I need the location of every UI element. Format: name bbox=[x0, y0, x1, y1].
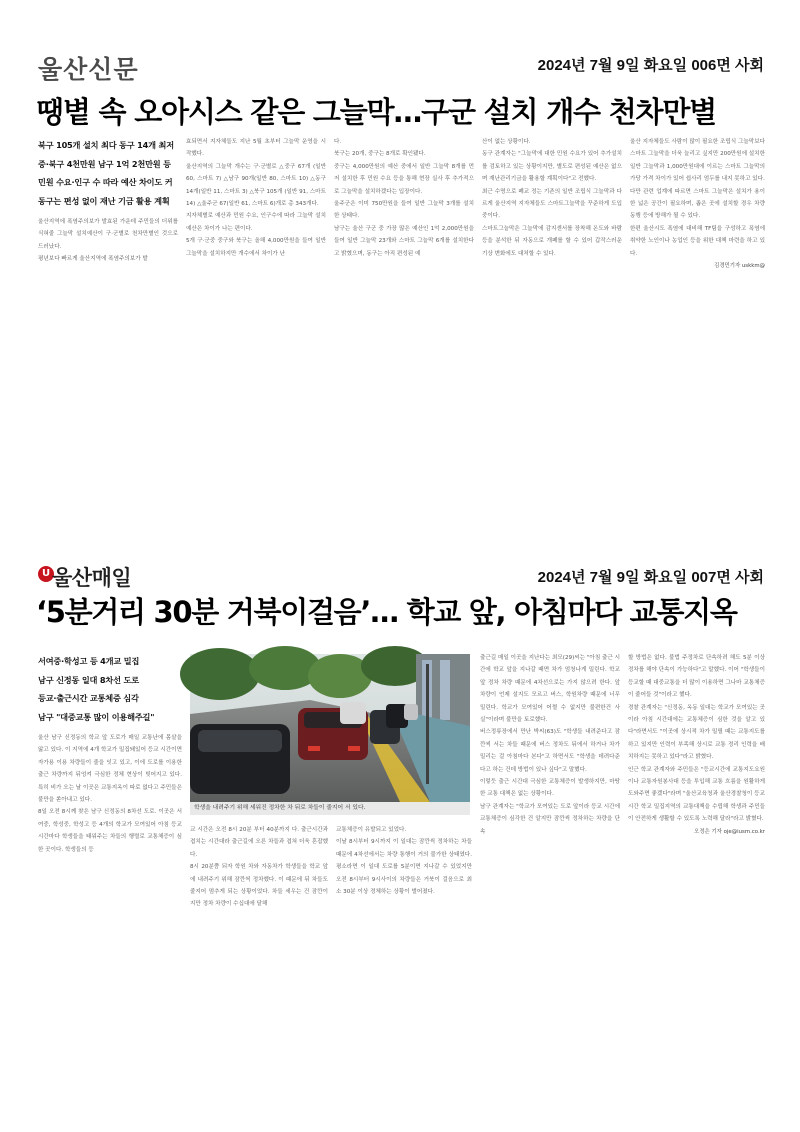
paragraph: 버스정류장에서 만난 박씨(63)도 "학생들 내려준다고 잠깐씩 서는 차들 때문에 버스 정차도 뒤에서 하거나 차가 밀리는 걸 아침마다 본다"고 하면서도 "학생을 데려다준다고 하는 건데 방법이 있나 싶다"고 말했다. bbox=[480, 729, 620, 773]
paragraph: 남구 관계자는 "학교가 모여있는 도로 앞이라 등교 시간에 교통체증이 심각한 건 알지만 잠깐씩 정차하는 차량을 단속 bbox=[480, 803, 620, 835]
column-4 bbox=[482, 136, 622, 260]
paragraph: 스마트그늘막은 그늘막에 감지센서를 장착해 온도와 바람 등을 분석한 뒤 자동으로 개폐를 할 수 있어 갑작스러운 기상 변화에도 대처할 수 있다. bbox=[482, 225, 622, 257]
paragraph: 효되면서 지자체들도 지난 5월 초부터 그늘막 운영을 시작했다. bbox=[186, 139, 326, 158]
column-3 bbox=[334, 136, 474, 260]
column-5 bbox=[630, 136, 765, 272]
paragraph: 울산 지자체들도 사람이 많이 필요한 조립식 그늘막보다 스마트 그늘막을 더욱 늘리고 싶지만 200만원에 설치한 일반 그늘막과 1,000만원대에 이르는 스마트 그늘막의 가당 가격 차이가 있어 쉽사리 엄두를 내지 못하고 있다. bbox=[630, 139, 765, 183]
paragraph: 출근길 매일 이곳을 지난다는 최모(29)씨는 "아침 출근 시간에 학교 앞을 지나갈 때면 차가 엄청나게 밀린다. 학교 앞 정차 차량 때문에 4차선으로는 가지 않으려 한다. 앞 차량이 언제 설지도 모르고 버스, 학원차량 때문에 너무 밀린다. 학교가 모여있어 어쩔 수 없지만 불편한건 사실"이라며 불만을 토로했다. bbox=[480, 655, 620, 724]
newspaper-logo: 울산매일 bbox=[52, 566, 132, 590]
subhead-2: 남구 신정동 일대 8차선 도로 bbox=[38, 674, 139, 685]
clipping-ulsan-shinmun bbox=[0, 0, 800, 290]
byline: 김경민기자 uskkm@ bbox=[714, 263, 765, 270]
column-2 bbox=[190, 824, 328, 908]
subhead-1: 서여중·학성고 등 4개교 밀집 bbox=[38, 656, 140, 666]
paragraph: 한편 울산시도 폭염에 대비해 TF팀을 구성하고 폭염에 취약한 노인이나 농업인 등을 위한 대책 마련을 하고 있다. bbox=[630, 225, 765, 257]
subhead-2: 중·북구 4천만원 남구 1억 2천만원 등 bbox=[38, 158, 171, 169]
dateline: 2024년 7월 9일 화요일 007면 사회 bbox=[537, 569, 764, 586]
masthead-row bbox=[38, 44, 764, 84]
dateline: 2024년 7월 9일 화요일 006면 사회 bbox=[537, 57, 764, 74]
paragraph: 교 시간은 오전 8시 20분 부터 40분까지 다. 출근시간과 겹치는 시간대라 출근길에 오른 차들과 겹쳐 더욱 혼잡했다. bbox=[190, 827, 328, 858]
paragraph: 동구 관계자는 "그늘막에 대한 민원 수요가 있어 추가설치를 검토하고 있는 상황이지만, 별도로 편성된 예산은 없으며 재난관리기금을 활용할 계획이다"고 전했다. bbox=[482, 151, 622, 183]
paragraph: 산이 없는 상황이다. bbox=[482, 139, 531, 145]
paragraph: 5개 구·군중 중구와 북구는 올해 4,000만원을 들여 일반 그늘막을 설치하지만 개수에서 차이가 난 bbox=[186, 238, 326, 257]
headline: ‘5분거리 30분 거북이걸음’… 학교 앞, 아침마다 교통지옥 bbox=[36, 595, 737, 629]
paragraph: 북구는 20개, 중구는 8개로 확인됐다. bbox=[334, 151, 426, 158]
column-1 bbox=[38, 136, 178, 266]
paragraph: 울주군은 이미 750만원을 들여 일반 그늘막 3개를 설치한 상태다. bbox=[334, 201, 474, 220]
paragraph: 이날 8시부터 9시까지 이 일대는 잠깐씩 정차하는 차들 때문에 4차선에서는 차량 통행이 거의 불가한 상태였다. 평소라면 이 일대 도로를 5분이면 지나갈 수 있었지만 오전 8시부터 9시사이의 차량들은 거북이 걸음으로 최소 30분 이상 정체하는 상황이 벌어졌다. bbox=[336, 839, 472, 896]
paragraph: 다만 관련 업계에 따르면 스마트 그늘막은 설치가 용이한 넓은 공간이 필요하며, 좁은 곳에 설치할 경우 차량 동행 등에 방해가 될 수 있다. bbox=[630, 188, 765, 220]
paragraph: 지자체별로 예산과 민원 수요, 인구수에 따라 그늘막 설치예산은 차이가 나는 편이다. bbox=[186, 213, 326, 232]
subhead-4: 남구 "대중교통 많이 이용해주길" bbox=[38, 711, 155, 722]
column-4 bbox=[480, 652, 620, 900]
paragraph: 최근 수명으로 폐교 정는 기존의 일반 조립식 그늘막과 다르게 울산지역 지자체들도 스마트그늘막을 꾸준하게 도입 중이다. bbox=[482, 188, 622, 220]
subhead-3: 등교·출근시간 교통체증 심각 bbox=[38, 693, 139, 703]
subhead-3: 민원 수요·인구 수 따라 예산 차이도 커 bbox=[38, 177, 173, 187]
column-1 bbox=[38, 652, 182, 856]
headline: 땡볕 속 오아시스 같은 그늘막…구군 설치 개수 천차만별 bbox=[36, 95, 716, 129]
paragraph: 8시 20분쯤 되자 학원 차와 자동차가 학생들을 학교 앞에 내려주기 위해 잠깐씩 정차했다. 이 때문에 뒤 차들도 줄지어 멈추게 되는 상황이었다. 차들 세우는 건 잠깐이지만 정차 차량이 수십대에 달해 bbox=[190, 864, 328, 908]
paragraph: 남구는 울산 구군 중 가장 많은 예산인 1억 2,000만원을 들여 일반 그늘막 23개와 스마트 그늘막 6개를 설치한다고 밝혔으며, 동구는 아직 편성된 예 bbox=[334, 225, 474, 257]
paragraph: 평년보다 빠르게 울산지역에 폭염주의보가 발 bbox=[38, 256, 148, 263]
paragraph: 경찰 관계자는 "신정동, 옥동 일대는 학교가 모여있는 곳이라 아침 시간대에는 교통체증이 심한 것을 알고 있다"라면서도 "이곳에 상시적 차가 밀릴 때는 교통지도를 하고 있지만 인력이 부족해 상시로 교통 정리 인력을 배치하지는 못하고 있다"라고 밝혔다. bbox=[628, 704, 765, 761]
paragraph: 울산지역의 그늘막 개수는 구·군별로 △중구 67개 (일반 60, 스마트 7) △남구 90개(일반 80, 스마트 10) △동구 14개(일반 11, 스마트 3) △북구 105개 (일반 91, 스마트 14) △울주군 67(일반 61, 스마트 6)개로 총 343개다. bbox=[186, 163, 326, 208]
paragraph: 인근 학교 관계자와 주민들은 "등교시간에 교통지도요원이나 교통자원봉사대 등을 투입해 교통 흐름을 원활하게 도와주면 좋겠다"라며 "울산교육청과 울산경찰청이 등교 시간 학교 밀집지역의 교통대책을 수립해 학생과 주민들이 안전하게 생활할 수 있도록 노력해 달라"라고 밝혔다. bbox=[628, 766, 765, 823]
subhead-1: 북구 105개 설치 최다 동구 14개 최저 bbox=[38, 140, 174, 150]
subhead-4: 동구는 편성 없이 재난 기금 활용 계획 bbox=[38, 195, 170, 206]
paragraph: 할 방법은 없다. 불법 주정차로 단속하려 해도 5분 이상 정차를 해야 단속이 가능하다"고 말했다. 이어 "학생들이 등교할 때 대중교통을 더 많이 이용하면 그나마 교통체증이 줄어들 것"이라고 했다. bbox=[628, 655, 765, 699]
column-3 bbox=[336, 824, 472, 900]
logo-mark-icon: U bbox=[38, 566, 54, 582]
paragraph: 다. bbox=[334, 139, 342, 145]
paragraph: 울산 남구 신정동의 학교 앞 도로가 매일 교통난에 몸살을 앓고 있다. 이 지역에 4개 학교가 밀집돼있어 등교 시간이면 자가용 이용 차량들이 줄을 잇고 있고, 이에 도로를 이용한 출근 차량까지 뒤엉켜 극심한 정체 현상이 빚어지고 있다. 특히 비가 오는 날 이곳은 교통지옥이 따로 없다고 주민들은 불만을 쏟아내고 있다. bbox=[38, 735, 182, 804]
column-5 bbox=[628, 652, 765, 900]
article-body bbox=[38, 136, 765, 270]
column-2 bbox=[186, 136, 326, 260]
article-body bbox=[38, 652, 765, 908]
paragraph: 중구는 4,000만원의 예산 중에서 일반 그늘막 8개를 먼저 설치한 후 민원 수요 등을 통해 현장 실사 후 추가적으로 그늘막을 설치하겠다는 입장이다. bbox=[334, 163, 474, 195]
newspaper-logo: 울산신문 bbox=[38, 55, 139, 84]
paragraph: 이렇듯 출근 시간대 극심한 교통체증이 발생하지만, 마땅한 교통 대책은 없는 상황이다. bbox=[480, 779, 620, 798]
paragraph: 8일 오전 8시께 찾은 남구 신정동의 8차선 도로. 이곳은 서여중, 학성중, 학성고 등 4개의 학교가 모여있어 아침 등교 시간마다 학생들을 태워주는 차들의 행렬로 교통체증이 심한 곳이다. 학생들의 등 bbox=[38, 809, 182, 853]
byline: 오정은 기자 oje@iusm.co.kr bbox=[694, 828, 765, 835]
paragraph: 울산지역에 폭염주의보가 발효된 가운데 주민들의 더위를 식혀줄 그늘막 설치예산이 구·군별로 천차만별인 것으로 드러났다. bbox=[38, 219, 178, 250]
paragraph: 교통체증이 유발되고 있었다. bbox=[336, 827, 407, 833]
photo-caption: 학생을 내려주기 위해 세워진 정차한 차 뒤로 차들이 줄지어 서 있다. bbox=[190, 802, 470, 815]
